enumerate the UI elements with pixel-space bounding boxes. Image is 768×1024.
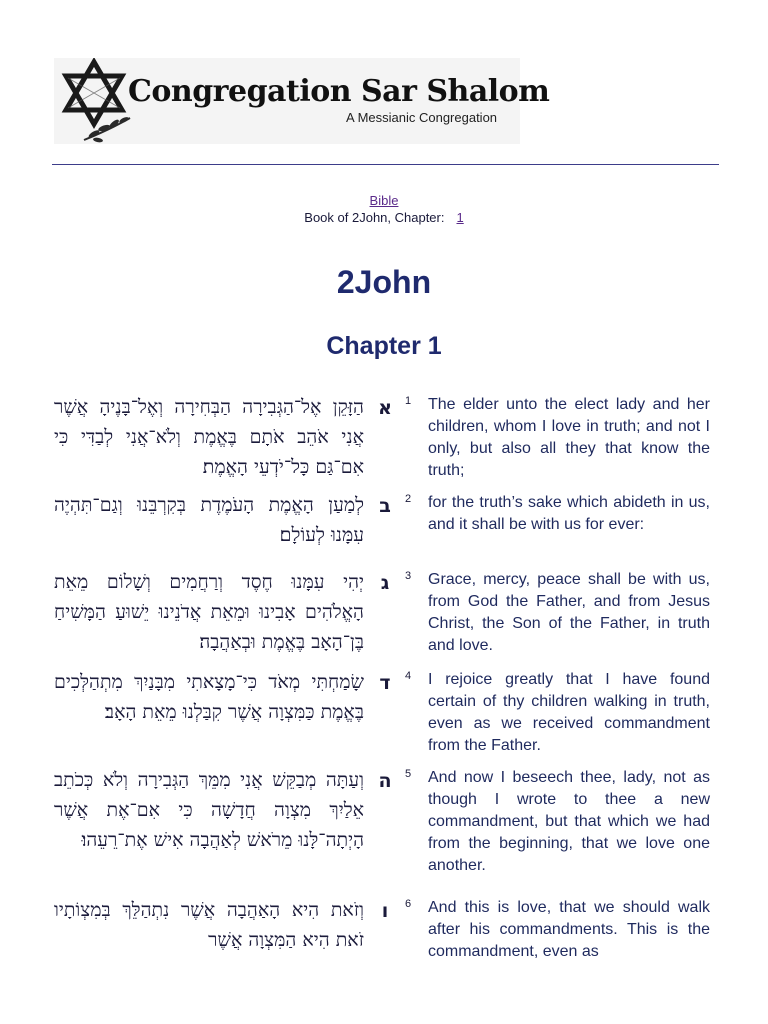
hebrew-text: וְזֹאת הִיא הָאַהֲבָה אֲשֶׁר נִתְהַלֵּךְ בְּמִצְוֹתָיו זֹאת הִיא הַמִּצְוָה אֲשֶׁר (54, 899, 364, 951)
bible-link[interactable]: Bible (369, 193, 399, 208)
verse-number: 2 (404, 493, 412, 505)
hebrew-verse-letter: ו (381, 900, 389, 922)
hebrew-verse-letter: ג (380, 572, 390, 594)
logo-title: Congregation Sar Shalom (128, 74, 550, 109)
english-text: And now I beseech thee, lady, not as though I wrote to thee a new commandment, but that which we had from the beginning, that we love one another. (428, 769, 710, 874)
verse-number: 4 (404, 670, 412, 682)
breadcrumb (0, 193, 768, 208)
header-divider (52, 164, 719, 165)
verse-number: 3 (404, 570, 412, 582)
book-label: Book of 2John, Chapter: (304, 210, 445, 225)
chapter-link[interactable]: 1 (456, 210, 464, 225)
hebrew-text: וְעַתָּה מְבַקֵּשׁ אֲנִי מִמֵּךְ הַגְּבִירָה וְלֹא כְּכֹתֵב אֵלַיִךְ מִצְוָה חֲדָשָׁה כִּי אִם־אֶת אֲשֶׁר הָיְתָה־לָּנוּ מֵרֹאשׁ לְאַהֲבָה אִישׁ אֶת־רֵעֵהוּ׃ (54, 769, 364, 851)
english-text: The elder unto the elect lady and her children, whom I love in truth; and not I only, but also all they that know the truth; (428, 396, 710, 479)
verse-number: 1 (404, 395, 412, 407)
hebrew-verse-letter: ה (378, 770, 392, 792)
hebrew-verse-letter: ד (379, 672, 391, 694)
hebrew-verse-letter: ב (379, 495, 391, 517)
english-text: I rejoice greatly that I have found certain of thy children walking in truth, even as we received commandment from the Father. (428, 671, 710, 754)
logo-subtitle: A Messianic Congregation (346, 110, 498, 125)
hebrew-text: יְהִי עִמָּנוּ חֶסֶד וְרַחֲמִים וְשָׁלוֹם מֵאֵת הָאֱלֹהִים אָבִינוּ וּמֵאֵת אֲדֹנֵינוּ יֵשׁוּעַ הַמָּשִׁיחַ בֶּן־הָאָב בֶּאֱמֶת וּבְאַהֲבָה׃ (54, 571, 364, 653)
verse-number: 6 (404, 898, 412, 910)
hebrew-text: הַזָּקֵן אֶל־הַגְּבִירָה הַבְּחִירָה וְאֶל־בָּנֶיהָ אֲשֶׁר אֲנִי אֹהֵב אֹתָם בֶּאֱמֶת וְלֹא־אֲנִי לְבַדִּי כִּי אִם־גַּם כָּל־יֹדְעֵי הָאֱמֶת׃ (54, 396, 364, 478)
book-title: 2John (336, 264, 432, 300)
hebrew-text: שָׂמַחְתִּי מְאֹד כִּי־מָצָאתִי מִבָּנַיִךְ מִתְהַלְּכִים בֶּאֱמֶת כַּמִּצְוָה אֲשֶׁר קִבַּלְנוּ מֵאֵת הָאָב׃ (54, 671, 364, 723)
english-text: for the truth’s sake which abideth in us, and it shall be with us for ever: (428, 494, 710, 533)
verse-number: 5 (404, 768, 412, 780)
hebrew-verse-letter: א (378, 397, 392, 419)
english-text: And this is love, that we should walk after his commandments. This is the commandment, even as (428, 899, 710, 960)
hebrew-text: לְמַעַן הָאֱמֶת הָעֹמֶדֶת בְּקִרְבֵּנוּ וְגַם־תִּהְיֶה עִמָּנוּ לְעוֹלָם׃ (54, 494, 364, 546)
chapter-title: Chapter 1 (326, 332, 442, 360)
english-text: Grace, mercy, peace shall be with us, from God the Father, and from Jesus Christ, the Son of the Father, in truth and love. (428, 571, 710, 654)
chapter-nav (0, 210, 768, 225)
